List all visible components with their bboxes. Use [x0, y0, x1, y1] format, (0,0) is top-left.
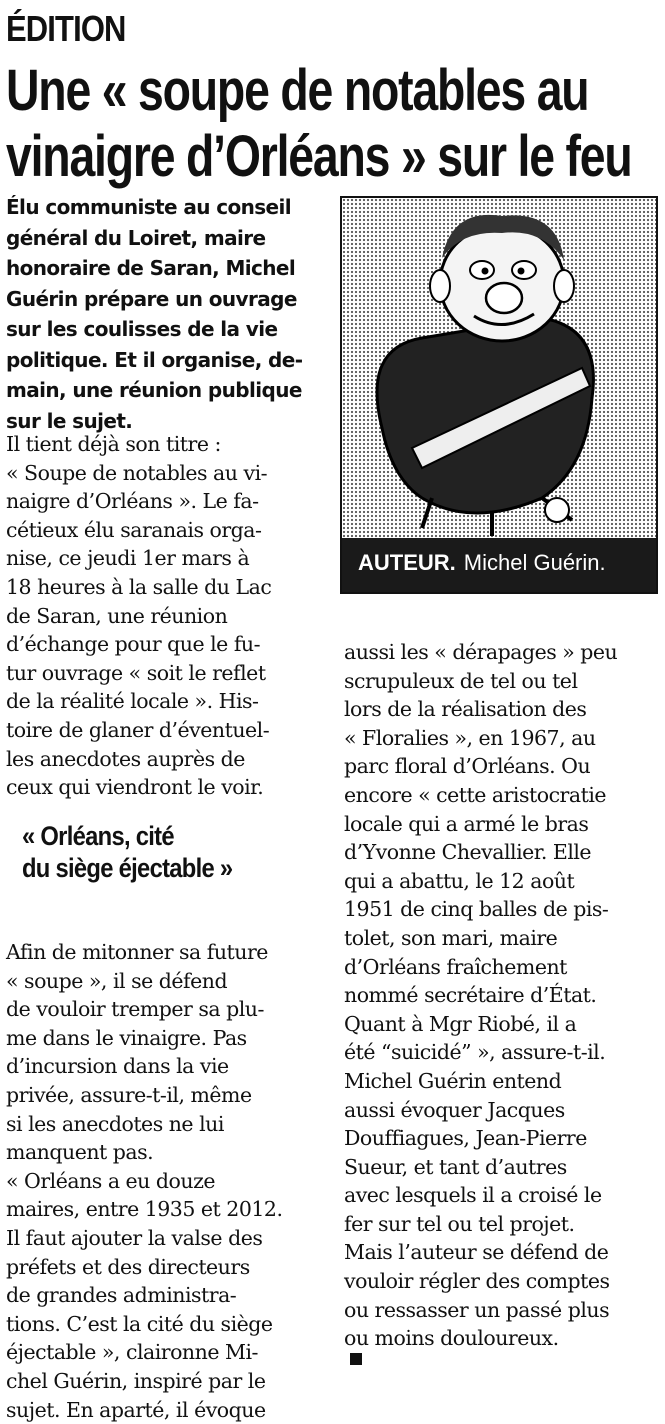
article-column-1-continued — [6, 938, 336, 1424]
text-line: Sueur, et tant d’autres — [344, 1153, 662, 1182]
text-line: maires, entre 1935 et 2012. — [6, 1195, 336, 1224]
text-line: éjectable », claironne Mi- — [6, 1338, 336, 1367]
text-line: Mais l’auteur se défend de — [344, 1238, 662, 1267]
lead-line: politique. Et il organise, de- — [6, 345, 336, 376]
text-line: 1951 de cinq balles de pis- — [344, 895, 662, 924]
text-line: chel Guérin, inspiré par le — [6, 1367, 336, 1396]
text-line: aussi les « dérapages » peu — [344, 638, 662, 667]
text-line: toire de glaner d’éventuel- — [6, 716, 336, 745]
text-line: de la réalité locale ». His- — [6, 687, 336, 716]
caption-label: AUTEUR. — [358, 550, 456, 575]
text-line: cétieux élu saranais orga- — [6, 516, 336, 545]
text-line: encore « cette aristocratie — [344, 781, 662, 810]
text-line: parc floral d’Orléans. Ou — [344, 752, 662, 781]
text-line: été “suicidé” », assure-t-il. — [344, 1038, 662, 1067]
section-kicker: ÉDITION — [6, 8, 126, 50]
text-line: Douffiagues, Jean-Pierre — [344, 1124, 662, 1153]
end-of-article-mark — [350, 1353, 362, 1365]
headline-line: Une « soupe de notables au — [6, 58, 614, 124]
text-line: Il tient déjà son titre : — [6, 430, 336, 459]
text-line: naigre d’Orléans ». Le fa- — [6, 487, 336, 516]
lead-line: Guérin prépare un ouvrage — [6, 284, 336, 315]
article-lead — [6, 192, 336, 436]
text-line: vouloir régler des comptes — [344, 1267, 662, 1296]
text-line: avec lesquels il a croisé le — [344, 1181, 662, 1210]
text-line: fer sur tel ou tel projet. — [344, 1210, 662, 1239]
text-line: qui a abattu, le 12 août — [344, 867, 662, 896]
text-line: si les anecdotes ne lui — [6, 1110, 336, 1139]
text-line: nommé secrétaire d’État. — [344, 981, 662, 1010]
text-line: nise, ce jeudi 1er mars à — [6, 544, 336, 573]
subhead-line: « Orléans, cité — [22, 820, 232, 852]
text-line: « Floralies », en 1967, au — [344, 724, 662, 753]
article-column-1 — [6, 430, 336, 802]
text-line: de Saran, une réunion — [6, 602, 336, 631]
text-line-final: ou moins douloureux. — [344, 1326, 559, 1350]
caricature-illustration — [342, 198, 656, 538]
lead-line: sur le sujet. — [6, 406, 336, 437]
text-line: tur ouvrage « soit le reflet — [6, 659, 336, 688]
text-line: de grandes administra- — [6, 1281, 336, 1310]
article-column-2 — [344, 638, 662, 1365]
text-line: Il faut ajouter la valse des — [6, 1224, 336, 1253]
text-line: « Orléans a eu douze — [6, 1167, 336, 1196]
text-line: scrupuleux de tel ou tel — [344, 667, 662, 696]
text-line: « Soupe de notables au vi- — [6, 459, 336, 488]
text-line: me dans le vinaigre. Pas — [6, 1024, 336, 1053]
text-line: « soupe », il se défend — [6, 967, 336, 996]
text-line: 18 heures à la salle du Lac — [6, 573, 336, 602]
text-line: manquent pas. — [6, 1138, 336, 1167]
article-subhead — [22, 820, 232, 884]
text-line: ou ressasser un passé plus — [344, 1296, 662, 1325]
text-line: d’Yvonne Chevallier. Elle — [344, 838, 662, 867]
text-line: ceux qui viendront le voir. — [6, 773, 336, 802]
text-line: aussi évoquer Jacques — [344, 1096, 662, 1125]
text-line: tolet, son mari, maire — [344, 924, 662, 953]
lead-line: général du Loiret, maire — [6, 223, 336, 254]
caption-text: Michel Guérin. — [464, 550, 606, 575]
lead-line: Élu communiste au conseil — [6, 192, 336, 223]
text-line: d’incursion dans la vie — [6, 1052, 336, 1081]
text-line: privée, assure-t-il, même — [6, 1081, 336, 1110]
text-line: Afin de mitonner sa future — [6, 938, 336, 967]
lead-line: sur les coulisses de la vie — [6, 314, 336, 345]
text-line: sujet. En aparté, il évoque — [6, 1396, 336, 1424]
text-line: Quant à Mgr Riobé, il a — [344, 1010, 662, 1039]
text-line: lors de la réalisation des — [344, 695, 662, 724]
text-line: tions. C’est la cité du siège — [6, 1310, 336, 1339]
text-line-last — [344, 1324, 662, 1365]
lead-line: main, une réunion publique — [6, 375, 336, 406]
text-line: les anecdotes auprès de — [6, 745, 336, 774]
text-line: d’Orléans fraîchement — [344, 953, 662, 982]
caricature-photo — [340, 196, 658, 594]
text-line: d’échange pour que le fu- — [6, 630, 336, 659]
article-headline — [6, 58, 614, 190]
text-line: locale qui a armé le bras — [344, 810, 662, 839]
photo-caption — [342, 538, 656, 592]
subhead-line: du siège éjectable » — [22, 852, 232, 884]
text-line: de vouloir tremper sa plu- — [6, 995, 336, 1024]
text-line: préfets et des directeurs — [6, 1253, 336, 1282]
headline-line: vinaigre d’Orléans » sur le feu — [6, 124, 614, 190]
text-line: Michel Guérin entend — [344, 1067, 662, 1096]
lead-line: honoraire de Saran, Michel — [6, 253, 336, 284]
